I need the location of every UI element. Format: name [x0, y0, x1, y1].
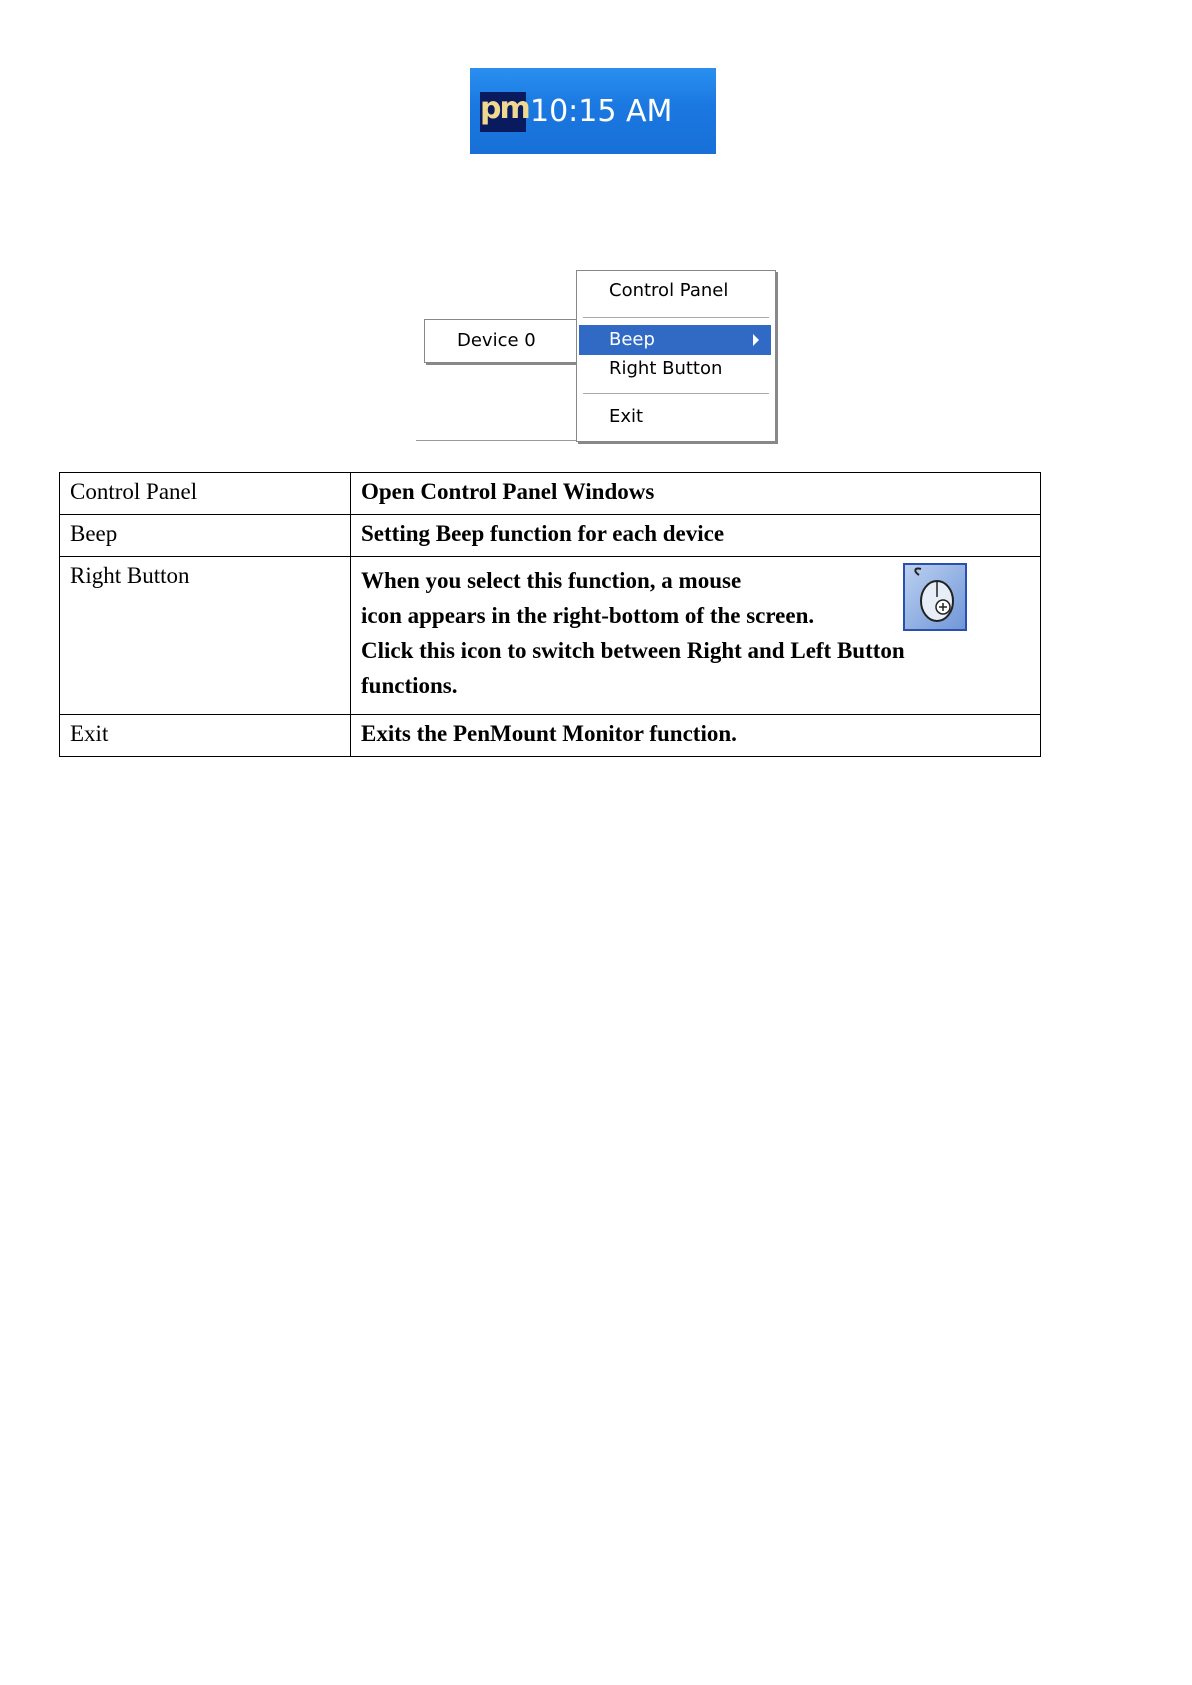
submenu-item-device-0[interactable]: Device 0	[457, 330, 536, 351]
taskbar-edge	[416, 440, 578, 441]
table-row	[60, 515, 1041, 557]
tray-clock: 10:15 AM	[530, 94, 673, 129]
context-menu-area	[416, 270, 776, 442]
menu-item-right-button[interactable]: Right Button	[609, 358, 723, 379]
context-menu	[576, 270, 776, 442]
desc-line: When you select this function, a mouse	[361, 568, 742, 593]
submenu-arrow-icon	[753, 334, 759, 346]
table-cell-name: Right Button	[60, 557, 351, 715]
menu-item-beep-label: Beep	[609, 329, 655, 350]
table-cell-name: Control Panel	[60, 473, 351, 515]
menu-item-control-panel[interactable]: Control Panel	[609, 280, 729, 301]
table-cell-name: Beep	[60, 515, 351, 557]
desc-line: functions.	[361, 673, 458, 698]
desc-line: Click this icon to switch between Right and Left Button	[361, 638, 905, 663]
beep-submenu	[424, 319, 579, 363]
table-cell-desc: Exits the PenMount Monitor function.	[351, 715, 1041, 757]
table-cell-desc	[351, 557, 1041, 715]
menu-separator	[583, 317, 769, 318]
right-button-desc	[361, 563, 1030, 703]
table-cell-desc: Setting Beep function for each device	[351, 515, 1041, 557]
system-tray	[470, 68, 716, 154]
table-row	[60, 715, 1041, 757]
table-row	[60, 557, 1041, 715]
table-cell-desc: Open Control Panel Windows	[351, 473, 1041, 515]
mouse-icon[interactable]	[903, 563, 967, 631]
menu-description-table	[59, 472, 1041, 757]
table-row	[60, 473, 1041, 515]
table-cell-name: Exit	[60, 715, 351, 757]
desc-line: icon appears in the right-bottom of the screen.	[361, 603, 815, 628]
menu-item-exit[interactable]: Exit	[609, 406, 644, 427]
penmount-tray-icon[interactable]: pm	[480, 92, 526, 132]
menu-item-beep[interactable]	[579, 325, 771, 355]
menu-separator	[583, 393, 769, 394]
